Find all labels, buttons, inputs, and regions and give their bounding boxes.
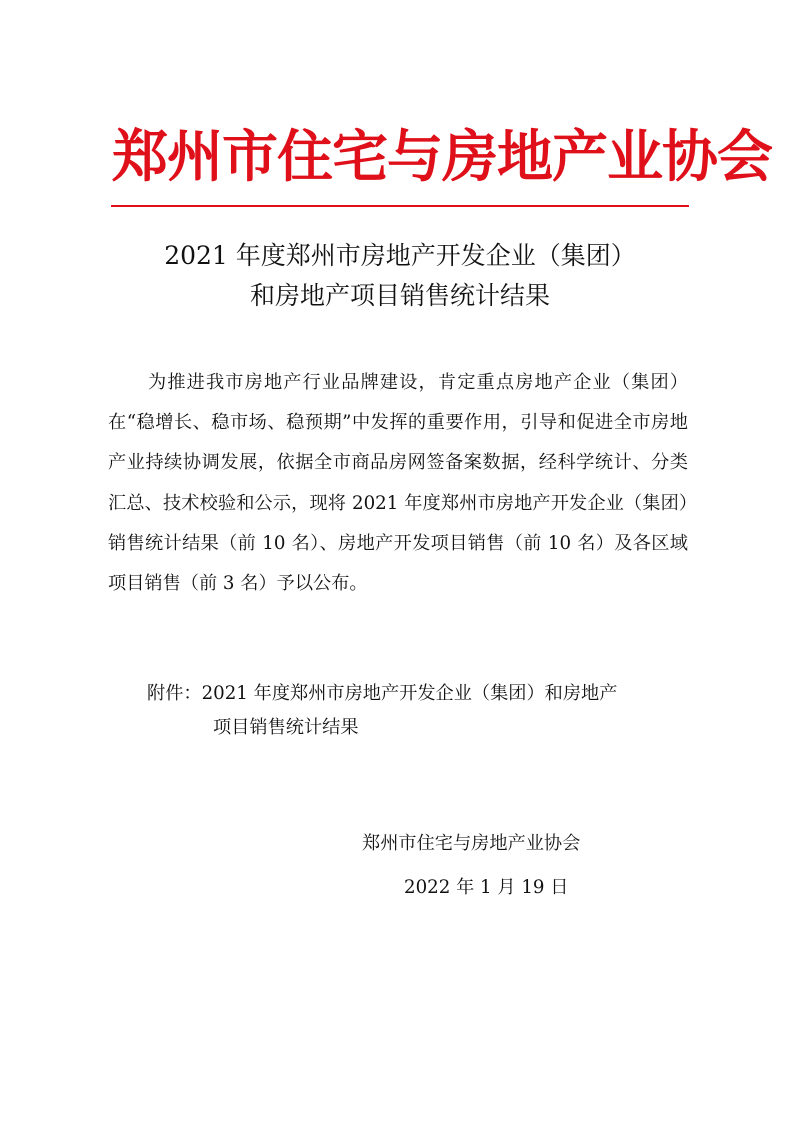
- document-title-line-2: 和房地产项目销售统计结果: [249, 281, 550, 310]
- body-paragraph: 为推进我市房地产行业品牌建设，肯定重点房地产企业（集团）在“稳增长、稳市场、稳预期”中发挥的重要作用，引导和促进全市房地产业持续协调发展，依据全市商品房网签备案数据，经科学统计、分类汇总、技术校验和公示，现将 2021 年度郑州市房地产开发企业（集团）销售统计结果（前 10 名）、房地产开发项目销售（前 10 名）及各区域项目销售（前 3 名）予以公布。: [108, 372, 688, 595]
- letterhead-red-rule: [111, 205, 689, 207]
- organization-letterhead: 郑州市住宅与房地产业协会: [112, 124, 772, 190]
- signature-date: 2022 年 1 月 19 日: [404, 877, 569, 898]
- attachment-line-1: 附件：2021 年度郑州市房地产开发企业（集团）和房地产: [147, 683, 618, 704]
- attachment-line-2: 项目销售统计结果: [213, 717, 359, 738]
- document-title-line-1: 2021 年度郑州市房地产开发企业（集团）: [164, 241, 636, 270]
- attachment-note: [147, 677, 692, 745]
- signature-organization: 郑州市住宅与房地产业协会: [362, 833, 581, 854]
